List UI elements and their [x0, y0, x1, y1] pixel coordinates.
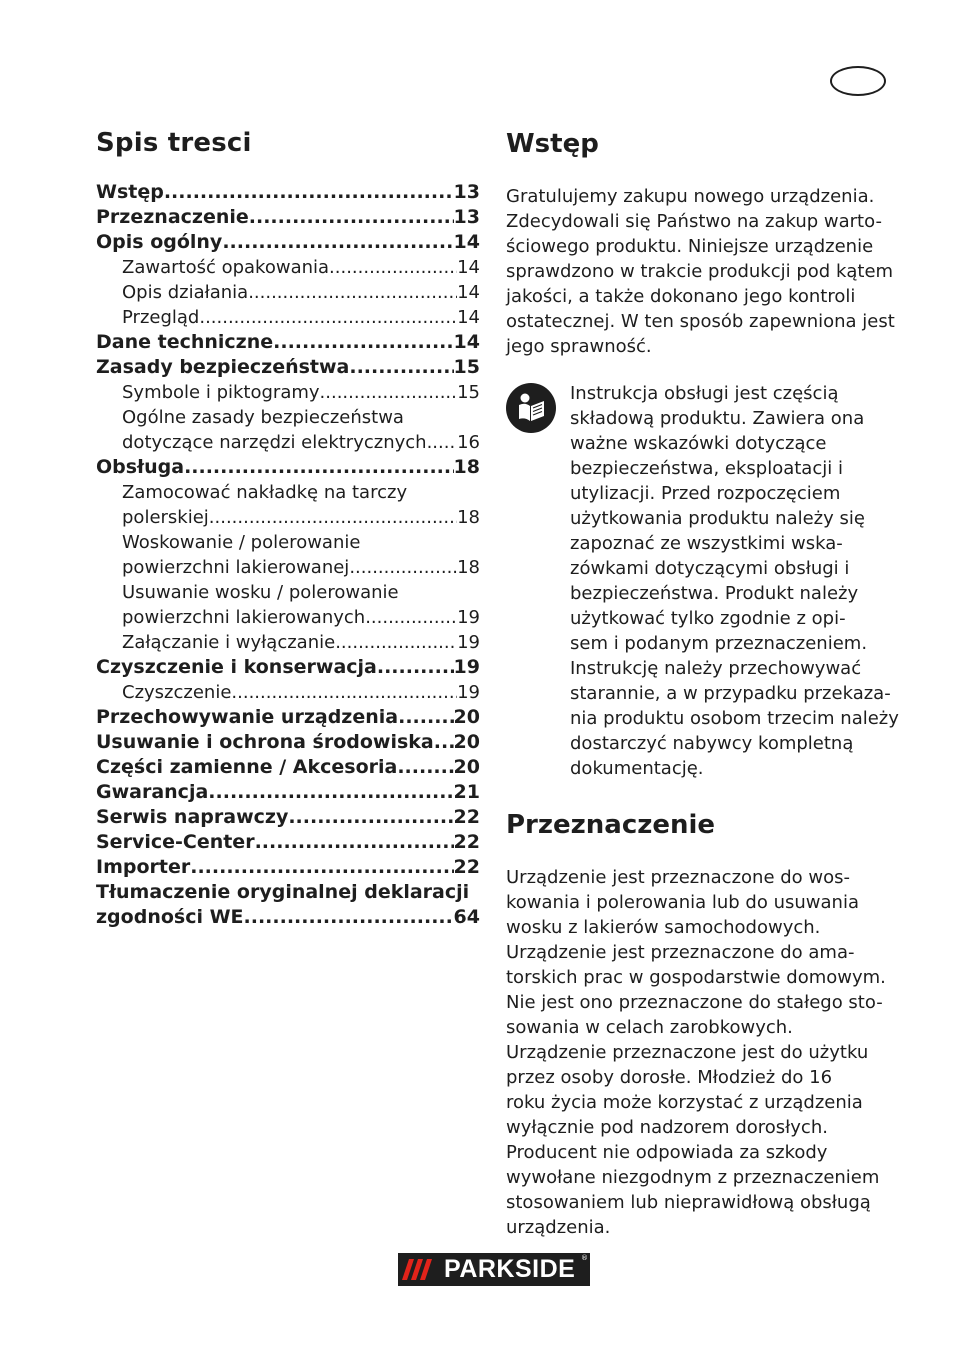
intro-paragraph [506, 184, 895, 359]
read-manual-icon [506, 383, 556, 433]
toc-entry-line: Woskowanie / polerowanie [122, 532, 361, 553]
toc-leader-dots [434, 730, 454, 755]
toc-entry [96, 180, 480, 205]
toc-page-number: 18 [453, 456, 480, 478]
text-line: wywołane niezgodnym z przeznaczeniem [506, 1167, 880, 1188]
toc-leader-dots [398, 705, 453, 730]
toc-leader-dots [222, 230, 453, 255]
toc-leader-dots [208, 780, 453, 805]
toc-page-number: 18 [457, 507, 480, 528]
toc-page-number: 19 [457, 607, 480, 628]
toc-entry [96, 655, 480, 680]
toc-entry [96, 430, 480, 455]
text-line: torskich prac w gospodarstwie domowym. [506, 967, 886, 988]
toc-entry [96, 505, 480, 530]
toc-leader-dots [255, 830, 454, 855]
text-line: jego sprawność. [506, 336, 652, 357]
toc-entry-label: Dane techniczne [96, 331, 274, 353]
text-line: Instrukcja obsługi jest częścią [570, 383, 839, 404]
toc-leader-dots [329, 255, 457, 280]
toc-leader-dots [349, 355, 453, 380]
text-line: użytkować tylko zgodnie z opi- [570, 608, 846, 629]
toc-page-number: 16 [457, 432, 480, 453]
text-line: Producent nie odpowiada za szkody [506, 1142, 828, 1163]
text-line: Urządzenie jest przeznaczone do ama- [506, 942, 855, 963]
manual-notice [506, 381, 899, 781]
text-line: Urządzenie jest przeznaczone do wos- [506, 867, 851, 888]
text-line: składową produktu. Zawiera ona [570, 408, 865, 429]
text-line: ważne wskazówki dotyczące [570, 433, 827, 454]
toc-page-number: 22 [453, 806, 480, 828]
text-line: Gratulujemy zakupu nowego urządzenia. [506, 186, 875, 207]
toc-entry-label: Przechowywanie urządzenia [96, 706, 399, 728]
toc-entry-line: Usuwanie wosku / polerowanie [122, 582, 399, 603]
toc-entry [96, 680, 480, 705]
text-line: nia produktu osobom trzecim należy [570, 708, 899, 729]
text-line: wyłącznie pod nadzorem dorosłych. [506, 1117, 828, 1138]
toc-entry [96, 455, 480, 480]
toc-entry-label: Usuwanie i ochrona środowiska [96, 731, 434, 753]
toc-page-number: 20 [453, 731, 480, 753]
toc-leader-dots [249, 205, 454, 230]
text-line: dostarczyć nabywcy kompletną [570, 733, 854, 754]
toc-leader-dots [320, 380, 458, 405]
toc-entry-line: Zamocować nakładkę na tarczy [122, 482, 408, 503]
text-line: urządzenia. [506, 1217, 611, 1238]
text-line: roku życia może korzystać z urządzenia [506, 1092, 863, 1113]
toc-entry [96, 830, 480, 855]
toc-entry-label: Obsługa [96, 456, 185, 478]
brand-name: PARKSIDE [444, 1255, 576, 1283]
intro-heading: Wstęp [506, 129, 599, 159]
logo-stripes [398, 1253, 444, 1286]
purpose-heading: Przeznaczenie [506, 810, 716, 840]
toc-leader-dots [273, 330, 453, 355]
toc-leader-dots [209, 505, 457, 530]
toc-leader-dots [349, 555, 457, 580]
right-column [506, 126, 899, 1240]
toc-leader-dots [199, 305, 457, 330]
toc-entry-label: Załączanie i wyłączanie [122, 632, 336, 653]
text-line: ostatecznej. W ten sposób zapewniona jest [506, 311, 895, 332]
toc-leader-dots [190, 855, 453, 880]
toc-leader-dots [244, 905, 454, 930]
toc-page-number: 14 [457, 307, 480, 328]
toc-entry-label: Zawartość opakowania [122, 257, 330, 278]
parkside-logo [398, 1253, 590, 1286]
text-line: stosowaniem lub nieprawidłową obsługą [506, 1192, 871, 1213]
toc-leader-dots [184, 455, 453, 480]
text-line: starannie, a w przypadku przekaza- [570, 683, 891, 704]
text-line: zapoznać ze wszystkimi wska- [570, 533, 843, 554]
toc-page-number: 64 [453, 906, 480, 928]
toc-leader-dots [377, 655, 454, 680]
toc-page-number: 15 [457, 382, 480, 403]
toc-leader-dots [164, 180, 454, 205]
toc-leader-dots [248, 280, 457, 305]
table-of-contents [96, 126, 480, 930]
text-line: utylizacji. Przed rozpoczęciem [570, 483, 841, 504]
text-line: bezpieczeństwa. Produkt należy [570, 583, 859, 604]
toc-entry-label: polerskiej [122, 507, 209, 528]
toc-entry-line: Tłumaczenie oryginalnej deklaracji [96, 881, 470, 903]
toc-entry [96, 255, 480, 280]
toc-list [96, 180, 480, 930]
toc-entry-label: zgodności WE [96, 906, 244, 928]
toc-entry-label: Wstęp [96, 181, 164, 203]
text-line: sem i podanym przeznaczeniem. [570, 633, 868, 654]
toc-entry-label: Serwis naprawczy [96, 806, 289, 828]
text-line: Instrukcję należy przechowywać [570, 658, 862, 679]
text-line: użytkowania produktu należy się [570, 508, 865, 529]
toc-page-number: 19 [453, 656, 480, 678]
language-badge [830, 66, 886, 96]
toc-entry [96, 605, 480, 630]
toc-entry [96, 805, 480, 830]
toc-entry-label: Zasady bezpieczeństwa [96, 356, 350, 378]
notice-text [570, 381, 899, 781]
toc-leader-dots [365, 605, 457, 630]
text-line: kowania i polerowania lub do usuwania [506, 892, 859, 913]
toc-title: Spis tresci [96, 128, 252, 158]
toc-page-number: 13 [453, 206, 480, 228]
toc-page-number: 14 [457, 282, 480, 303]
toc-leader-dots [288, 805, 453, 830]
toc-entry-label: Przegląd [122, 307, 200, 328]
toc-entry [96, 905, 480, 930]
toc-leader-dots [397, 755, 453, 780]
toc-entry-label: powierzchni lakierowanych [122, 607, 366, 628]
toc-entry-label: Service-Center [96, 831, 255, 853]
toc-entry-label: Części zamienne / Akcesoria [96, 756, 398, 778]
toc-entry-label: powierzchni lakierowanej [122, 557, 350, 578]
toc-leader-dots [427, 430, 458, 455]
toc-entry-label: Czyszczenie [122, 682, 232, 703]
toc-entry [96, 355, 480, 380]
toc-page-number: 14 [453, 231, 480, 253]
text-line: jakości, a także dokonano jego kontroli [506, 286, 856, 307]
toc-entry-label: Importer [96, 856, 191, 878]
text-line: wosku z lakierów samochodowych. [506, 917, 821, 938]
toc-page-number: 13 [453, 181, 480, 203]
text-line: Nie jest ono przeznaczone do stałego sto- [506, 992, 883, 1013]
text-line: zówkami dotyczącymi obsługi i [570, 558, 850, 579]
toc-entry-label: Przeznaczenie [96, 206, 249, 228]
toc-page-number: 14 [457, 257, 480, 278]
toc-leader-dots [335, 630, 457, 655]
toc-entry [96, 755, 480, 780]
registered-mark: ® [581, 1254, 588, 1262]
toc-page-number: 15 [453, 356, 480, 378]
toc-entry [96, 555, 480, 580]
text-line: przez osoby dorosłe. Młodzież do 16 [506, 1067, 833, 1088]
toc-entry-label: Opis działania [122, 282, 249, 303]
toc-entry [96, 205, 480, 230]
toc-page-number: 21 [453, 781, 480, 803]
toc-page-number: 20 [453, 756, 480, 778]
toc-entry [96, 705, 480, 730]
toc-page-number: 14 [453, 331, 480, 353]
toc-entry [96, 305, 480, 330]
text-line: bezpieczeństwa, eksploatacji i [570, 458, 843, 479]
toc-entry [96, 855, 480, 880]
text-line: dokumentację. [570, 758, 704, 779]
toc-entry [96, 280, 480, 305]
toc-entry [96, 780, 480, 805]
toc-entry-label: Gwarancja [96, 781, 209, 803]
text-line: sowania w celach zarobkowych. [506, 1017, 793, 1038]
toc-entry-label: Czyszczenie i konserwacja [96, 656, 377, 678]
toc-entry [96, 380, 480, 405]
toc-page-number: 18 [457, 557, 480, 578]
toc-entry [96, 330, 480, 355]
text-line: sprawdzono w trakcie produkcji pod kątem [506, 261, 894, 282]
toc-page-number: 22 [453, 831, 480, 853]
toc-entry-label: dotyczące narzędzi elektrycznych [122, 432, 427, 453]
text-line: Urządzenie przeznaczone jest do użytku [506, 1042, 869, 1063]
purpose-paragraph [506, 865, 890, 1240]
toc-entry-label: Opis ogólny [96, 231, 223, 253]
text-line: ściowego produktu. Niniejsze urządzenie [506, 236, 874, 257]
toc-page-number: 20 [453, 706, 480, 728]
toc-entry [96, 630, 480, 655]
toc-entry [96, 230, 480, 255]
toc-page-number: 19 [457, 632, 480, 653]
toc-entry-line: Ogólne zasady bezpieczeństwa [122, 407, 404, 428]
text-line: Zdecydowali się Państwo na zakup warto- [506, 211, 882, 232]
toc-entry-label: Symbole i piktogramy [122, 382, 320, 403]
toc-page-number: 19 [457, 682, 480, 703]
toc-page-number: 22 [453, 856, 480, 878]
toc-leader-dots [231, 680, 457, 705]
toc-entry [96, 730, 480, 755]
